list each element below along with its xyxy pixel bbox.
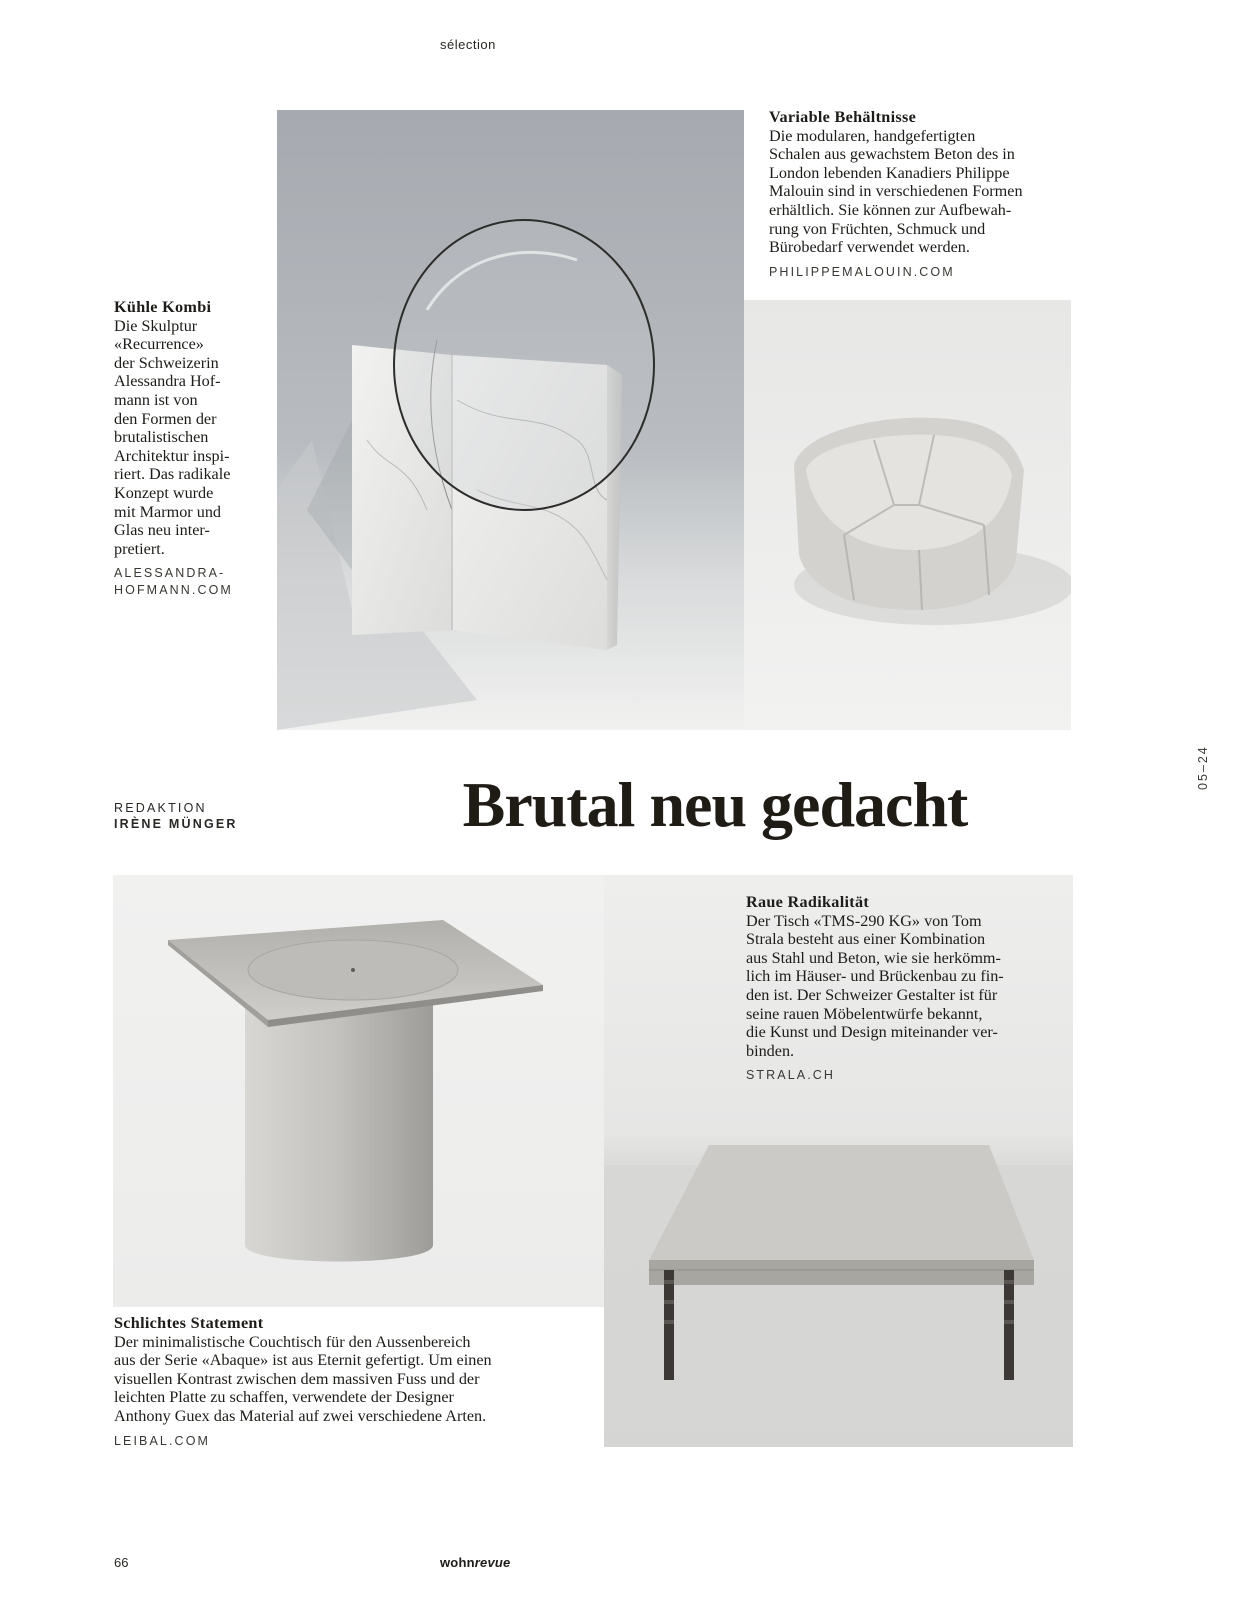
- caption-title: Variable Behältnisse: [769, 108, 917, 126]
- page-headline: Brutal neu gedacht: [462, 769, 968, 840]
- caption-schlichtes-statement: [114, 1314, 594, 1450]
- caption-raue-radikalitaet: [746, 893, 1066, 1084]
- section-label: sélection: [440, 37, 496, 52]
- caption-link[interactable]: STRALA.CH: [746, 1068, 836, 1083]
- credit-role: REDAKTION: [114, 801, 207, 815]
- abaque-image: [113, 875, 604, 1307]
- caption-variable-behaeltnisse: [769, 108, 1069, 281]
- caption-title: Raue Radikalität: [746, 893, 870, 911]
- caption-title: Kühle Kombi: [114, 298, 212, 316]
- caption-body: Die Skulptur «Recurrence» der Schweizerin Alessandra Hof- mann ist von den Formen der brutalistischen Architektur inspi- riert. Das radikale Konzept wurde mit Marmor und Glas neu inter- pretiert.: [114, 316, 231, 558]
- caption-link[interactable]: PHILIPPEMALOUIN.COM: [769, 264, 955, 279]
- editorial-credit: [114, 800, 238, 832]
- caption-body: Der minimalistische Couchtisch für den Aussenbereich aus der Serie «Abaque» ist aus Eternit gefertigt. Um einen visuellen Kontrast zwischen dem massiven Fuss und der leichten Platte zu schaffen, verwendete der Designer Anthony Guex das Material auf zwei verschiedene Arten.: [114, 1332, 492, 1425]
- credit-name: IRÈNE MÜNGER: [114, 817, 238, 831]
- brand-prefix: wohn: [440, 1555, 475, 1570]
- photo-concrete-bowl: [744, 300, 1071, 730]
- caption-title: Schlichtes Statement: [114, 1314, 264, 1332]
- brand-logo: [440, 1555, 510, 1570]
- caption-body: Die modularen, handgefertigten Schalen aus gewachstem Beton des in London lebenden Kanadiers Philippe Malouin sind in verschiedenen Formen erhältlich. Sie können zur Aufbewah- rung von Früchten, Schmuck und Bürobedarf verwendet werden.: [769, 126, 1023, 257]
- bowl-image: [744, 300, 1071, 730]
- caption-body: Der Tisch «TMS-290 KG» von Tom Strala besteht aus einer Kombination aus Stahl und Beton, wie sie herkömm- lich im Häuser- und Brückenbau zu fin- den ist. Der Schweizer Gestalter ist für seine rauen Möbelentwürfe bekannt, die Kunst und Design miteinander ver- binden.: [746, 911, 1004, 1060]
- caption-link[interactable]: ALESSANDRA- HOFMANN.COM: [114, 566, 233, 598]
- brand-suffix: revue: [474, 1555, 511, 1570]
- issue-number: 05–24: [1196, 745, 1210, 790]
- sculpture-image: [277, 110, 744, 730]
- page-number: 66: [114, 1555, 129, 1570]
- caption-link[interactable]: LEIBAL.COM: [114, 1433, 211, 1448]
- photo-abaque-table: [113, 875, 604, 1307]
- caption-kuehle-kombi: [114, 298, 274, 599]
- photo-recurrence-sculpture: [277, 110, 744, 730]
